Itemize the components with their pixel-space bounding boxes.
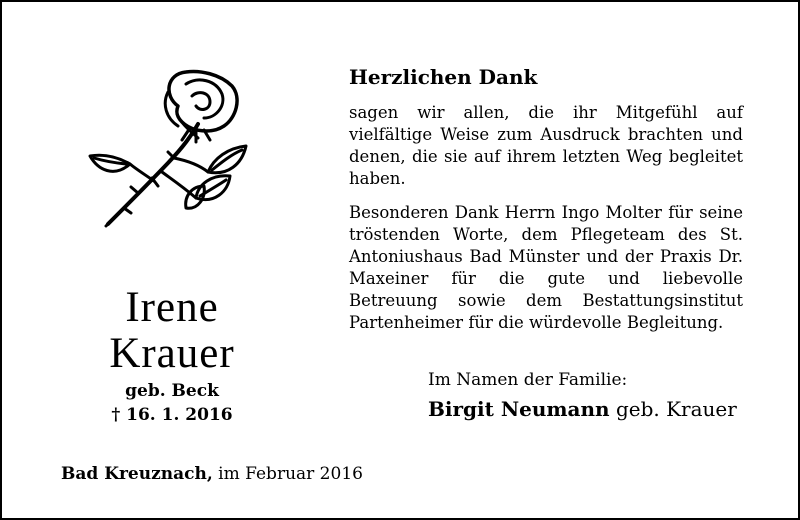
signature-name-line: [428, 395, 758, 423]
first-name: Irene: [125, 284, 219, 331]
birth-name: geb. Beck: [125, 381, 219, 401]
death-date: † 16. 1. 2016: [111, 405, 233, 425]
rose-icon: [86, 66, 256, 234]
date: im Februar 2016: [218, 464, 363, 484]
place: Bad Kreuznach,: [61, 464, 213, 484]
signature-block: [428, 369, 758, 423]
paragraph-1: sagen wir allen, die ihr Mitgefühl auf vielfältige Weise zum Ausdruck brachten und denen, die sie auf ihrem letzten Weg begleitet haben.: [349, 103, 743, 188]
paragraph-2: Besonderen Dank Herrn Ingo Molter für seine tröstenden Worte, dem Pflegeteam des St. Antoniushaus Bad Münster und der Praxis Dr. Maxeiner für die gute und liebevolle Betreuung sowie dem Bestattungsinstitut Partenheimer für die würdevolle Begleitung.: [349, 203, 743, 332]
signature-intro: Im Namen der Familie:: [428, 370, 628, 390]
place-date-line: [61, 462, 363, 486]
thanks-text-block: [349, 64, 743, 346]
heading: Herzlichen Dank: [349, 65, 538, 89]
signer-name: Birgit Neumann: [428, 397, 610, 421]
signer-born-name: geb. Krauer: [615, 397, 737, 421]
last-name: Krauer: [109, 330, 235, 377]
deceased-block: [62, 285, 282, 427]
